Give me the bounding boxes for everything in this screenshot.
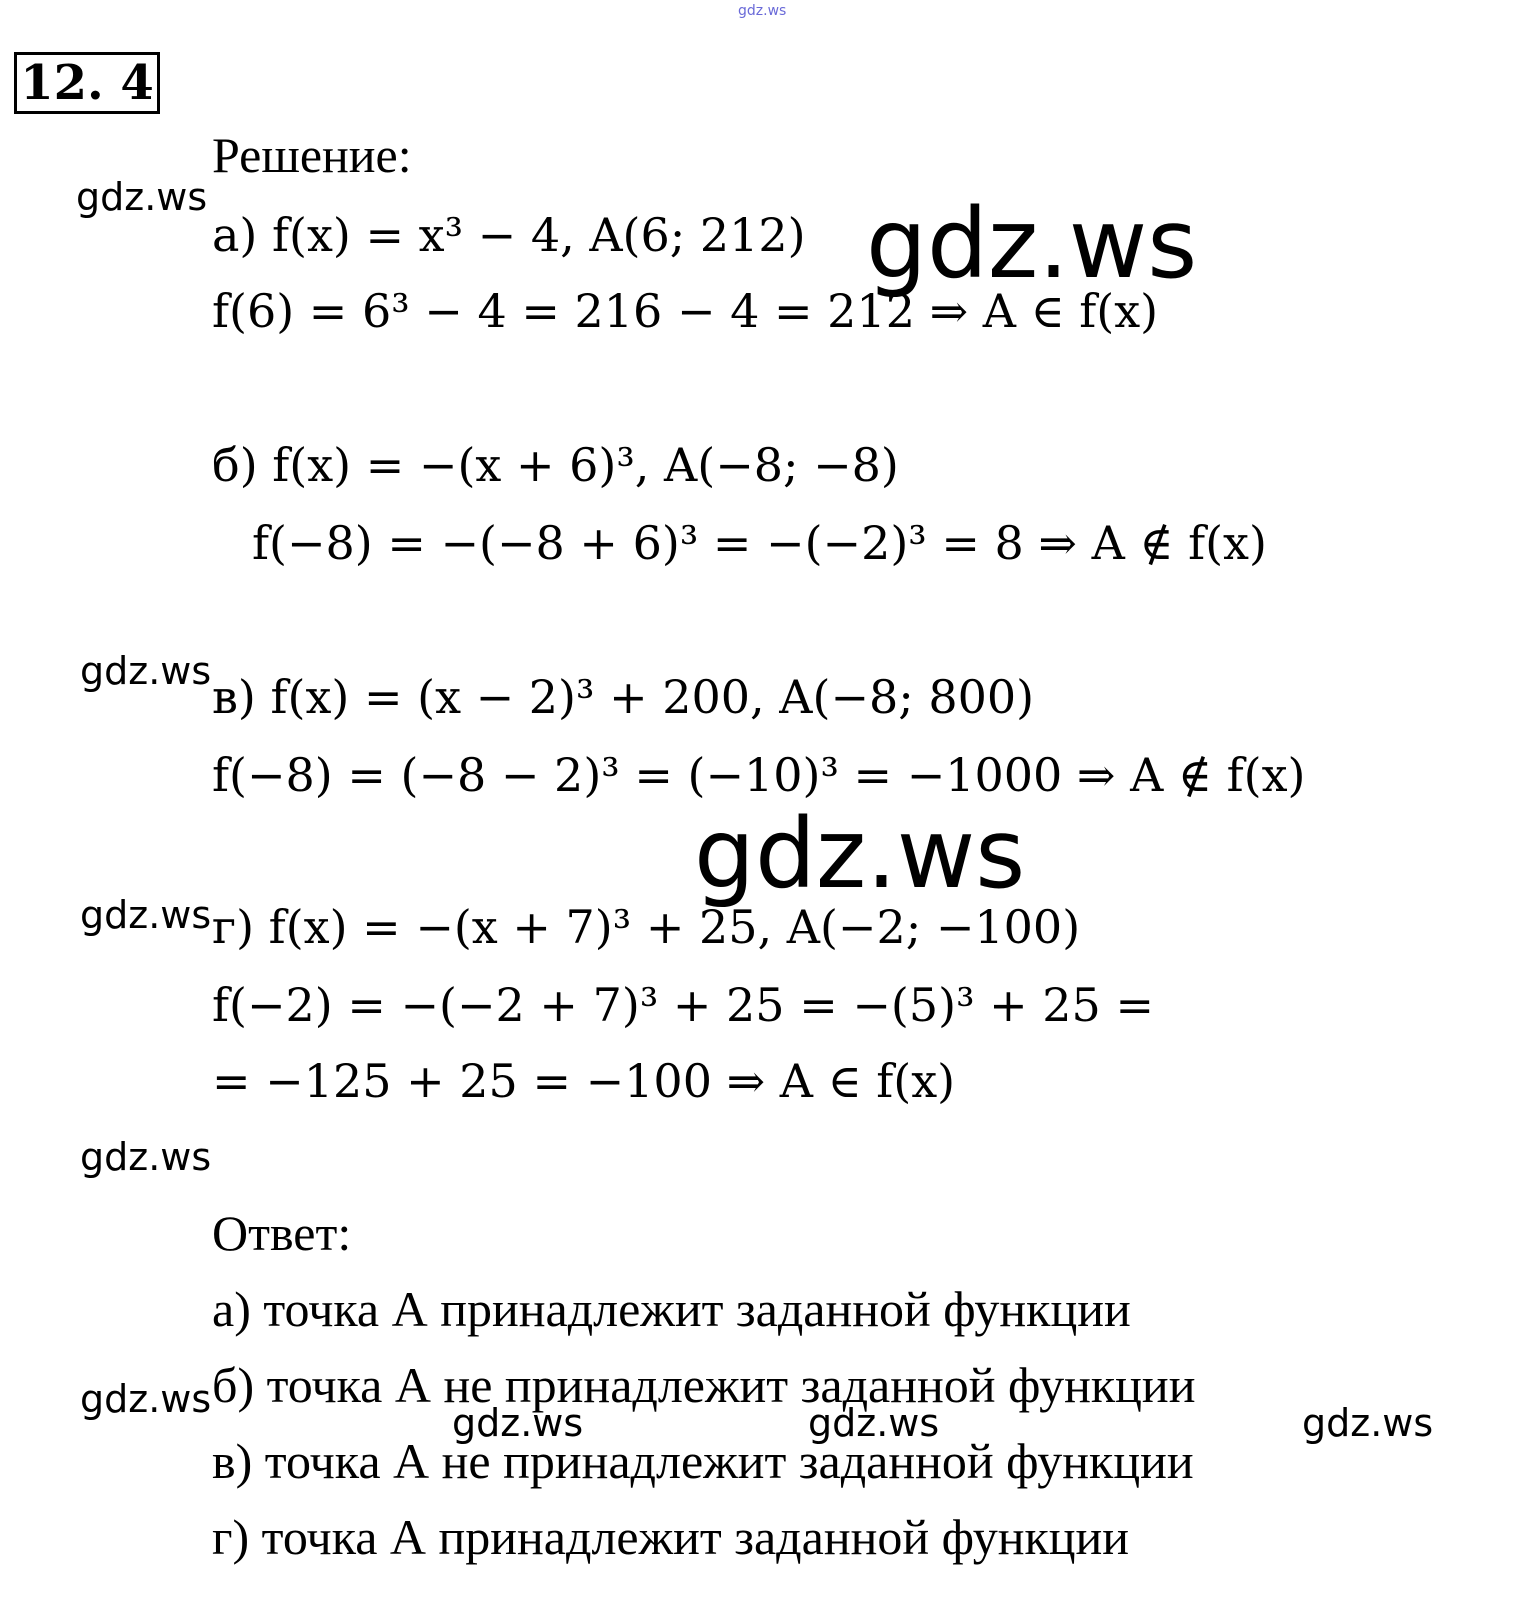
top-watermark: gdz.ws: [738, 3, 787, 19]
part-label: а): [212, 208, 258, 262]
formula: f(x) = −(x + 7)³ + 25, A(−2; −100): [268, 900, 1081, 954]
formula: f(x) = x³ − 4, A(6; 212): [272, 208, 806, 262]
watermark: gdz.ws: [76, 175, 208, 219]
watermark: gdz.ws: [80, 1377, 212, 1421]
task-number-box: 12. 4: [14, 52, 160, 114]
watermark: gdz.ws: [452, 1401, 584, 1445]
part-label: б): [212, 438, 258, 492]
answer-heading: Ответ:: [212, 1205, 352, 1261]
part-g-line-2: = −125 + 25 = −100 ⇒ A ∈ f(x): [212, 1054, 956, 1108]
part-b-line-1: f(−8) = −(−8 + 6)³ = −(−2)³ = 8 ⇒ A ∉ f(x): [252, 516, 1267, 570]
watermark: gdz.ws: [80, 893, 212, 937]
answer-item-v: в) точка А не принадлежит заданной функции: [212, 1433, 1194, 1489]
answer-item-g: г) точка А принадлежит заданной функции: [212, 1509, 1130, 1565]
part-v-line-1: f(−8) = (−8 − 2)³ = (−10)³ = −1000 ⇒ A ∉ f(x): [212, 748, 1306, 802]
formula: f(x) = (x − 2)³ + 200, A(−8; 800): [270, 670, 1035, 724]
watermark-big: gdz.ws: [866, 188, 1198, 300]
part-v-condition: [212, 670, 1035, 724]
watermark: gdz.ws: [80, 649, 212, 693]
watermark: gdz.ws: [1302, 1401, 1434, 1445]
watermark: gdz.ws: [80, 1135, 212, 1179]
part-label: в): [212, 670, 256, 724]
answer-item-b: б) точка А не принадлежит заданной функции: [212, 1357, 1196, 1413]
part-g-line-1: f(−2) = −(−2 + 7)³ + 25 = −(5)³ + 25 =: [212, 978, 1154, 1032]
part-a-line-1: f(6) = 6³ − 4 = 216 − 4 = 212 ⇒ A ∈ f(x): [212, 284, 1159, 338]
answer-item-a: а) точка А принадлежит заданной функции: [212, 1281, 1131, 1337]
watermark-big: gdz.ws: [694, 798, 1026, 910]
part-b-condition: [212, 438, 899, 492]
part-a-condition: [212, 208, 806, 262]
watermark: gdz.ws: [808, 1401, 940, 1445]
part-g-condition: [212, 900, 1081, 954]
part-label: г): [212, 900, 255, 954]
formula: f(x) = −(x + 6)³, A(−8; −8): [272, 438, 899, 492]
solution-heading: Решение:: [212, 127, 412, 183]
